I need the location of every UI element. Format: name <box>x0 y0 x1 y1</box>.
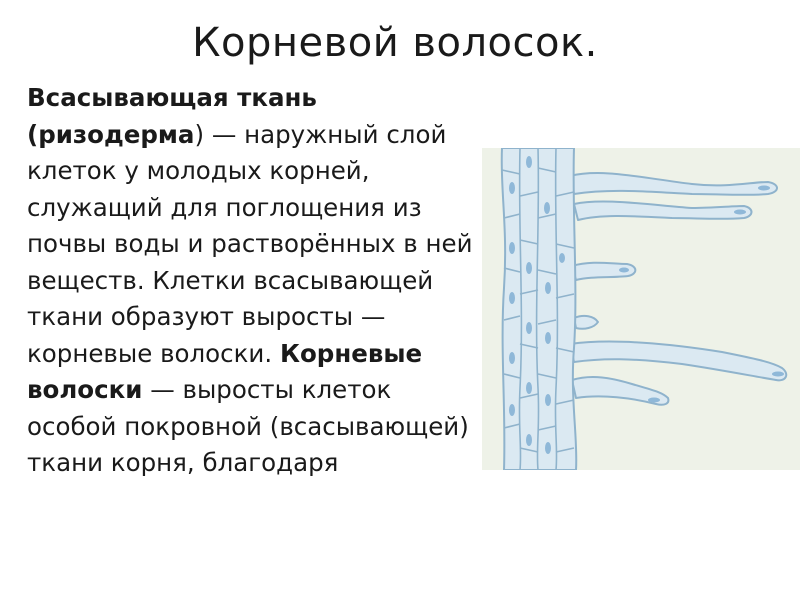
definition-rhizoderm: ) — наружный слой клеток у молодых корней, служащий для поглощения из почвы воды и растворённых в ней веществ. Клетки всасывающей ткани образуют выросты — корневые волоски. <box>27 119 473 368</box>
root-hair-illustration <box>482 148 800 470</box>
definition-root-hairs: — выросты клеток особой покровной (всасывающей) ткани корня, благодаря <box>27 375 469 477</box>
root-hair-drawing <box>482 148 800 470</box>
term-rhizoderm: Всасывающая ткань (ризодерма <box>27 83 317 149</box>
term-root-hairs: Корневые волоски <box>27 338 423 404</box>
slide-title: Корневой волосок. <box>192 20 598 66</box>
body-text <box>27 80 482 482</box>
